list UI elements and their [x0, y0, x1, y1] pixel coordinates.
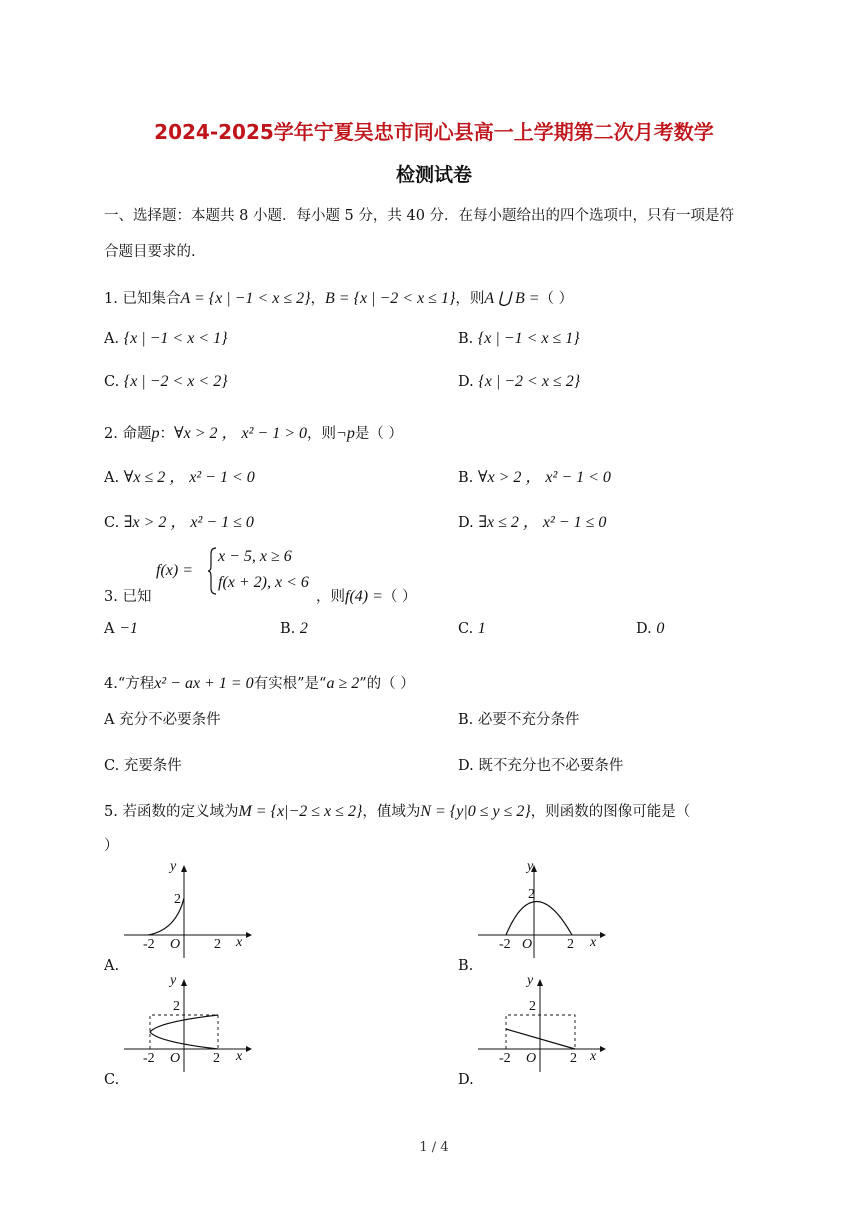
option-value: 0: [656, 620, 665, 637]
question-5: [104, 800, 690, 821]
q1-expr: A ⋃ B =: [484, 290, 540, 307]
q5-graph-b[interactable]: [472, 858, 612, 958]
tick-label: 2: [529, 999, 536, 1014]
option-label: B.: [458, 712, 474, 728]
q2-option-d[interactable]: [458, 509, 606, 532]
x-axis-arrow-icon: [600, 932, 606, 938]
option-value: {x | −1 < x < 1}: [123, 330, 228, 347]
q3-option-c[interactable]: [458, 620, 486, 638]
x-axis-label: x: [590, 1049, 597, 1064]
q3-brace: [207, 546, 217, 596]
option-label: C.: [104, 758, 120, 774]
question-2: [104, 420, 403, 443]
q1-option-b[interactable]: [458, 330, 580, 348]
x-axis-label: x: [236, 935, 243, 950]
q5-option-a[interactable]: A.: [104, 958, 120, 974]
q5-stem: 5. 若函数的定义域为: [104, 804, 239, 820]
option-value: ∃x ≤ 2 ， x² − 1 ≤ 0: [478, 514, 607, 531]
y-axis-label: y: [170, 859, 177, 874]
q1-stem-mid: ，则: [455, 291, 485, 307]
q4-cond: a ≥ 2: [326, 675, 360, 692]
q4-eq: x² − ax + 1 = 0: [154, 675, 254, 692]
page-title: 2024-2025学年宁夏吴忠市同心县高一上学期第二次月考数学: [154, 120, 714, 144]
q4-stem: 4.“方程: [104, 676, 155, 692]
q5-graph-d[interactable]: [472, 972, 612, 1072]
option-value: 2: [299, 620, 308, 637]
q3-stem-tail: [316, 585, 417, 606]
q1-stem: 1. 已知集合: [104, 291, 181, 307]
q3-option-b[interactable]: [280, 620, 308, 638]
origin-label: O: [522, 937, 533, 952]
option-label: C.: [104, 515, 120, 531]
q3-option-d[interactable]: [636, 620, 664, 638]
y-axis-label: y: [527, 859, 534, 874]
q1-sep: ，: [310, 291, 326, 307]
tick-label: 2: [174, 892, 181, 907]
option-value: ∀x ≤ 2 ， x² − 1 < 0: [123, 469, 255, 486]
x-axis-label: x: [236, 1049, 243, 1064]
section-instructions: 一、选择题：本题共 8 小题．每小题 5 分，共 40 分．在每小题给出的四个选项中，只有一项是符: [104, 208, 735, 224]
question-4: [104, 672, 415, 693]
tick-label: -2: [143, 937, 155, 952]
q3-paren: （ ）: [382, 589, 417, 605]
q3-expr: f(4) =: [345, 588, 383, 605]
q5-graph-a[interactable]: [118, 858, 258, 958]
q2-option-c[interactable]: [104, 509, 254, 532]
origin-label: O: [170, 937, 181, 952]
tick-label: -2: [499, 1051, 511, 1066]
tick-label: 2: [173, 999, 180, 1014]
option-value: {x | −1 < x ≤ 1}: [477, 330, 580, 347]
q4-option-b[interactable]: [458, 708, 579, 729]
option-label: A: [104, 621, 115, 637]
y-axis-label: y: [527, 973, 534, 988]
q2-stem: 2. 命题: [104, 426, 152, 442]
q5-stem-wrap: ）: [104, 838, 119, 854]
q3-case-1: x − 5, x ≥ 6: [218, 548, 292, 565]
q1-paren: （ ）: [539, 291, 574, 307]
option-value: 充分不必要条件: [119, 712, 221, 728]
option-value: {x | −2 < x < 2}: [123, 373, 228, 390]
q2-notp: ¬p: [336, 425, 355, 442]
q2-stem-mid: ，则: [307, 426, 337, 442]
q3-case-2: f(x + 2), x < 6: [218, 574, 309, 591]
tick-label: 2: [214, 937, 221, 952]
option-label: A: [104, 712, 115, 728]
option-label: C.: [104, 374, 120, 390]
q5-stem-mid: ，值域为: [362, 804, 421, 820]
y-axis-arrow-icon: [537, 979, 543, 986]
x-axis-label: x: [590, 935, 597, 950]
q1-set-b: B = {x | −2 < x ≤ 1}: [325, 290, 456, 307]
q1-option-c[interactable]: [104, 373, 228, 391]
page-number: 1 / 4: [419, 1140, 449, 1155]
x-axis-arrow-icon: [246, 932, 252, 938]
x-axis-arrow-icon: [246, 1046, 252, 1052]
q2-stem-end: 是（ ）: [354, 426, 403, 442]
q3-option-a[interactable]: [104, 620, 138, 638]
section-instructions-wrap: 合题目要求的.: [104, 244, 196, 260]
x-axis-arrow-icon: [600, 1046, 606, 1052]
option-value: −1: [119, 620, 138, 637]
q1-set-a: A = {x | −1 < x ≤ 2}: [180, 290, 311, 307]
tick-label: 2: [570, 1051, 577, 1066]
option-label: A.: [104, 331, 120, 347]
q2-p: p: [151, 425, 160, 442]
q2-option-b[interactable]: [458, 464, 611, 487]
option-label: D.: [458, 515, 474, 531]
y-axis-arrow-icon: [181, 979, 187, 986]
tick-label: -2: [143, 1051, 155, 1066]
q5-option-d[interactable]: D.: [458, 1072, 474, 1088]
origin-label: O: [170, 1051, 181, 1066]
option-value: ∀x > 2 ， x² − 1 < 0: [477, 469, 611, 486]
q4-option-c[interactable]: [104, 754, 182, 775]
q5-stem-end: ，则函数的图像可能是（: [530, 804, 691, 820]
q4-option-d[interactable]: [458, 754, 623, 775]
option-value: 既不充分也不必要条件: [478, 758, 624, 774]
option-value: {x | −2 < x ≤ 2}: [478, 373, 581, 390]
tick-label: 2: [567, 937, 574, 952]
option-label: D.: [458, 758, 474, 774]
option-label: D.: [636, 621, 652, 637]
option-value: 1: [477, 620, 486, 637]
page-subtitle: 检测试卷: [395, 164, 472, 186]
q5-domain: M = {x|−2 ≤ x ≤ 2}: [238, 803, 363, 820]
option-label: B.: [280, 621, 296, 637]
option-label: B.: [458, 331, 474, 347]
question-1: [104, 287, 573, 308]
q5-option-b[interactable]: B.: [458, 958, 474, 974]
tick-label: 2: [528, 887, 535, 902]
q4-stem-mid: 有实根”是“: [253, 676, 327, 692]
q2-cond: ∀x > 2 ， x² − 1 > 0: [173, 425, 308, 442]
q3-fx: f(x) =: [156, 562, 193, 579]
option-value: ∃x > 2 ， x² − 1 ≤ 0: [123, 514, 254, 531]
q3-stem: 3. 已知: [104, 589, 152, 605]
option-label: C.: [458, 621, 474, 637]
q5-graph-c[interactable]: [118, 972, 258, 1072]
option-value: 必要不充分条件: [477, 712, 580, 728]
q2-option-a[interactable]: [104, 464, 255, 487]
origin-label: O: [526, 1051, 537, 1066]
option-label: D.: [458, 374, 474, 390]
q3-stem-mid: ，则: [316, 589, 345, 605]
option-label: A.: [104, 470, 120, 486]
y-axis-label: y: [170, 973, 177, 988]
option-value: 充要条件: [123, 758, 182, 774]
q5-range: N = {y|0 ≤ y ≤ 2}: [420, 803, 531, 820]
q2-colon: ：: [159, 426, 174, 442]
y-axis-arrow-icon: [181, 865, 187, 872]
graph-curve: [506, 902, 572, 936]
q1-option-a[interactable]: [104, 330, 228, 348]
q4-option-a[interactable]: [104, 708, 221, 729]
q5-option-c[interactable]: C.: [104, 1072, 120, 1088]
option-label: B.: [458, 470, 474, 486]
tick-label: 2: [213, 1051, 220, 1066]
q1-option-d[interactable]: [458, 373, 580, 391]
q4-stem-end: ”的（ ）: [359, 676, 415, 692]
tick-label: -2: [499, 937, 511, 952]
